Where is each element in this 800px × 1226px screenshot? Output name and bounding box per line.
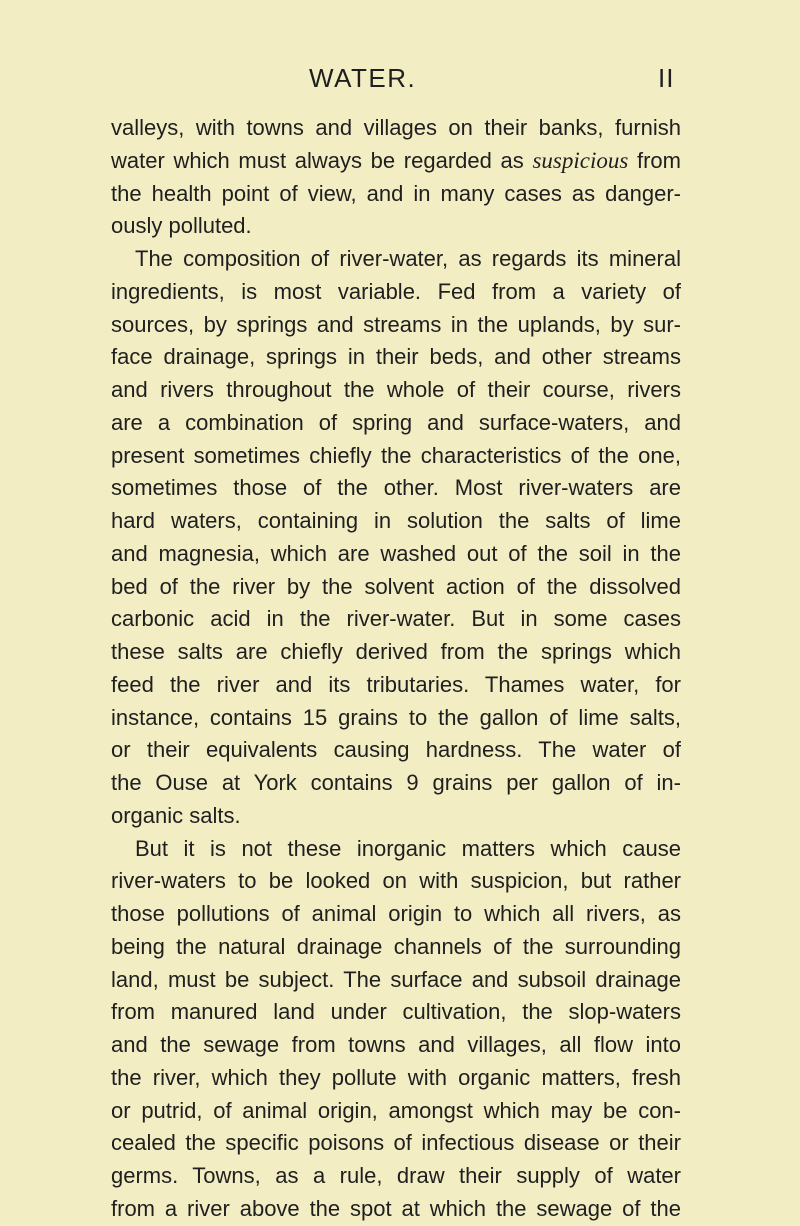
text-line: and magnesia, which are washed out of the soil in the [111,540,681,566]
page-number: II [658,63,675,93]
text-line: and rivers throughout the whole of their course, rivers [111,377,681,402]
text-line: the river, which they pollute with organic matters, fresh [111,1064,681,1090]
text-line: ously polluted. [111,213,252,239]
text-line: germs. Towns, as a rule, draw their supply of water [111,1163,681,1188]
text-line: sometimes those of the other. Most river-waters are [111,475,681,501]
text-line: organic salts. [111,802,241,828]
text-line: land, must be subject. The surface and subsoil drainage [111,966,681,992]
text-line: ingredients, is most variable. Fed from a variety of [111,278,681,304]
text-line: from manured land under cultivation, the slop-waters [111,999,681,1025]
text-line: the health point of view, and in many cases as danger- [111,180,681,206]
text-line: cealed the specific poisons of infectious disease or their [111,1130,681,1156]
text-line: carbonic acid in the river-water. But in some cases [111,606,681,632]
text-line: The composition of river-water, as regards its mineral [135,246,681,271]
page-header [0,62,800,102]
text-line: and the sewage from towns and villages, all flow into [111,1032,681,1057]
text-line: bed of the river by the solvent action of the dissolved [111,573,681,599]
text-line: from a river above the spot at which the sewage of the [111,1195,681,1221]
text-line: feed the river and its tributaries. Thames water, for [111,671,681,697]
text-line: But it is not these inorganic matters which cause [135,835,681,861]
body-text [111,112,681,1226]
text-line: sources, by springs and streams in the uplands, by sur- [111,311,681,337]
text-line: those pollutions of animal origin to which all rivers, as [111,901,681,926]
text-line: valleys, with towns and villages on their banks, furnish [111,115,681,140]
text-line: the Ouse at York contains 9 grains per gallon of in- [111,770,681,795]
text-line: instance, contains 15 grains to the gallon of lime salts, [111,704,681,730]
text-line: are a combination of spring and surface-waters, and [111,409,681,435]
text-line: river-waters to be looked on with suspicion, but rather [111,868,681,894]
running-title: WATER. [309,63,417,93]
text-line: or their equivalents causing hardness. The water of [111,737,681,763]
emphasis-text: suspicious [532,147,629,173]
text-line: these salts are chiefly derived from the springs which [111,639,681,664]
text-line: present sometimes chiefly the characteristics of the one, [111,442,681,468]
text-line: or putrid, of animal origin, amongst which may be con- [111,1097,681,1123]
text-line: face drainage, springs in their beds, and other streams [111,344,681,370]
text-line: being the natural drainage channels of the surrounding [111,933,681,959]
text-line: water which must always be regarded as suspicious from [111,147,681,173]
text-line: hard waters, containing in solution the salts of lime [111,508,681,533]
